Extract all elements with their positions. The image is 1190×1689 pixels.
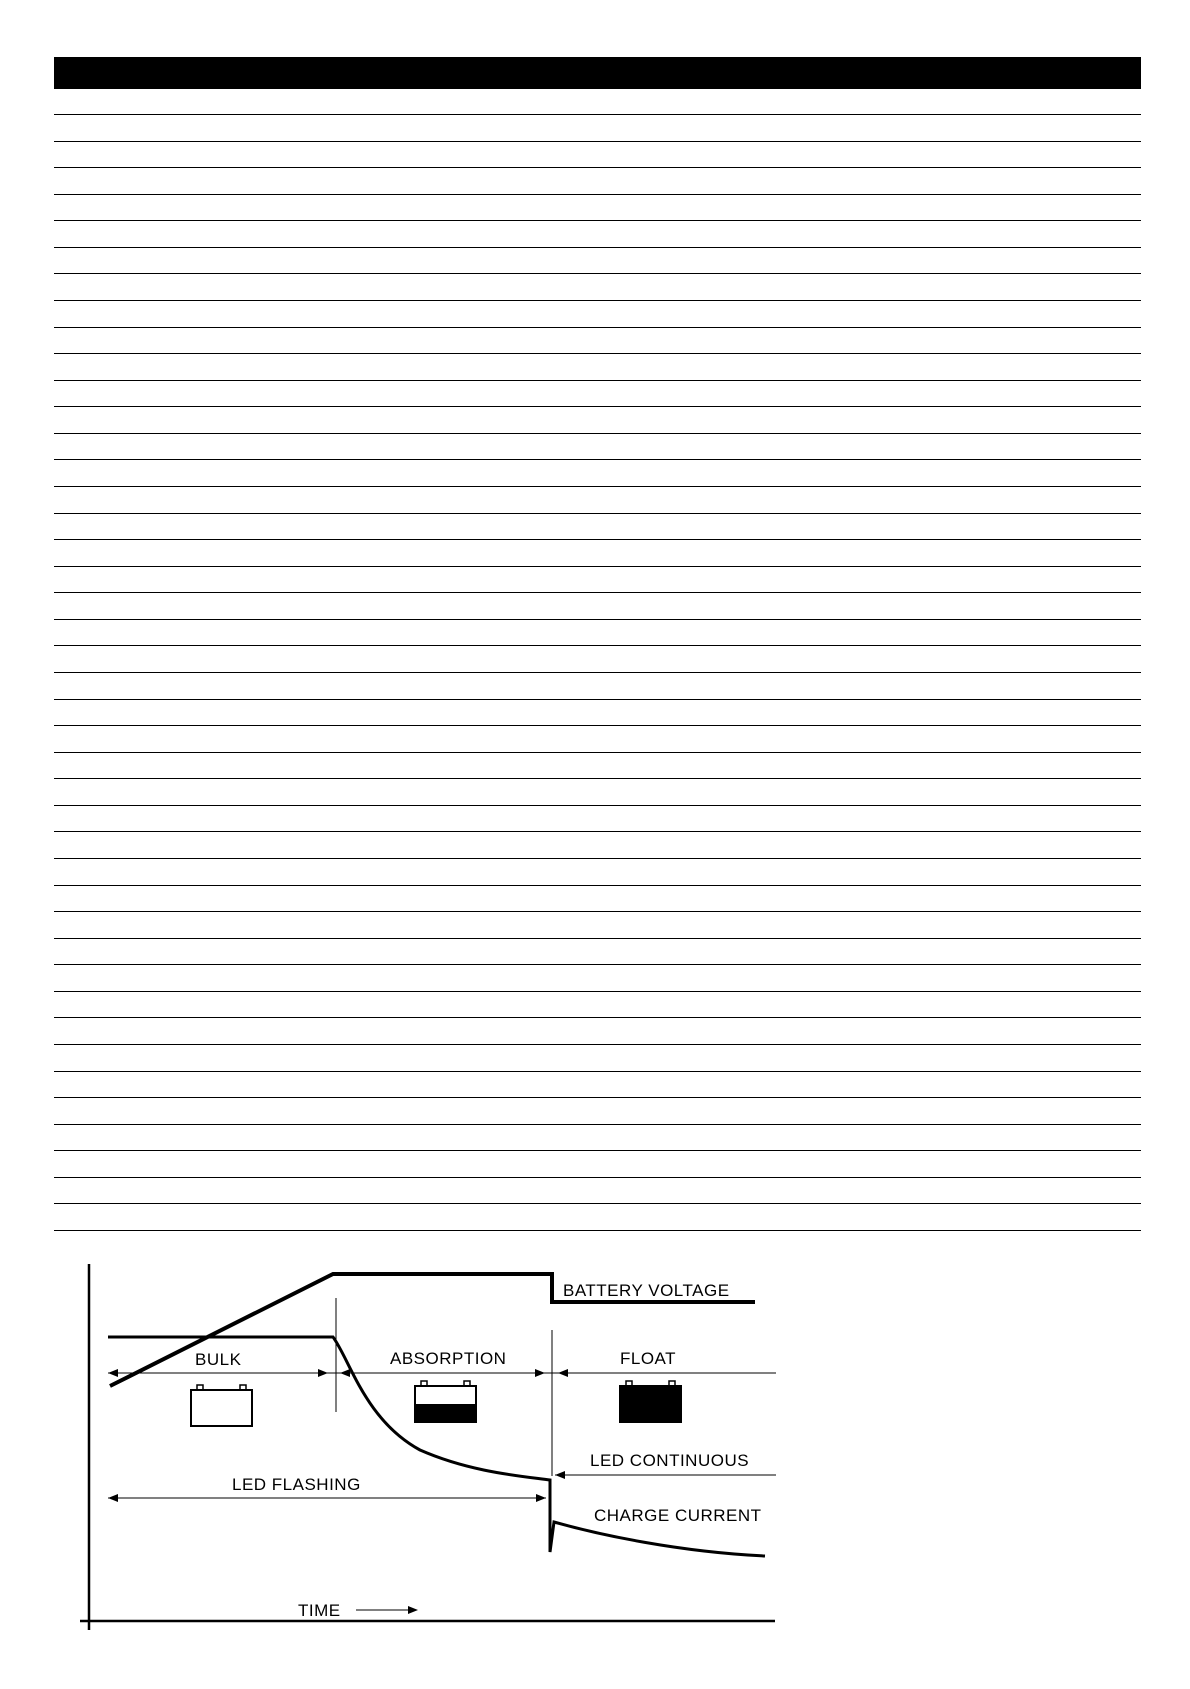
ruled-line: [54, 911, 1141, 912]
ruled-line: [54, 672, 1141, 673]
arrow-head: [558, 1369, 568, 1377]
ruled-line: [54, 220, 1141, 221]
ruled-line: [54, 1097, 1141, 1098]
ruled-line: [54, 938, 1141, 939]
ruled-line: [54, 247, 1141, 248]
ruled-line: [54, 1203, 1141, 1204]
ruled-line: [54, 991, 1141, 992]
ruled-line: [54, 167, 1141, 168]
arrow-head: [555, 1471, 565, 1479]
ruled-line: [54, 486, 1141, 487]
ruled-line: [54, 433, 1141, 434]
battery-full-icon: [620, 1381, 681, 1422]
ruled-line: [54, 1177, 1141, 1178]
ruled-line: [54, 327, 1141, 328]
ruled-line: [54, 778, 1141, 779]
ruled-line: [54, 380, 1141, 381]
ruled-line: [54, 273, 1141, 274]
ruled-line: [54, 964, 1141, 965]
ruled-line: [54, 645, 1141, 646]
ruled-line: [54, 619, 1141, 620]
ruled-line: [54, 752, 1141, 753]
ruled-line: [54, 831, 1141, 832]
ruled-line: [54, 114, 1141, 115]
ruled-line: [54, 141, 1141, 142]
float-label: FLOAT: [620, 1349, 677, 1368]
ruled-line: [54, 406, 1141, 407]
ruled-line: [54, 194, 1141, 195]
ruled-line: [54, 300, 1141, 301]
ruled-line: [54, 805, 1141, 806]
ruled-line: [54, 858, 1141, 859]
charging-diagram: [0, 1240, 1190, 1684]
ruled-line: [54, 513, 1141, 514]
ruled-line: [54, 1044, 1141, 1045]
absorption-label: ABSORPTION: [390, 1349, 507, 1368]
ruled-line: [54, 699, 1141, 700]
time-label: TIME: [298, 1601, 341, 1620]
battery-empty-icon: [191, 1385, 252, 1426]
ruled-line: [54, 725, 1141, 726]
ruled-line: [54, 1124, 1141, 1125]
ruled-line: [54, 1071, 1141, 1072]
ruled-line: [54, 1017, 1141, 1018]
ruled-line: [54, 566, 1141, 567]
arrow-head: [108, 1369, 118, 1377]
arrow-head: [536, 1494, 546, 1502]
led-continuous-label: LED CONTINUOUS: [590, 1451, 750, 1470]
ruled-lines: [54, 0, 1141, 1240]
arrow-head: [318, 1369, 328, 1377]
arrow-head: [408, 1606, 418, 1614]
battery-voltage-label: BATTERY VOLTAGE: [563, 1281, 730, 1300]
ruled-line: [54, 539, 1141, 540]
bulk-label: BULK: [195, 1350, 242, 1369]
ruled-line: [54, 592, 1141, 593]
charge-current-label: CHARGE CURRENT: [594, 1506, 762, 1525]
arrow-head: [535, 1369, 545, 1377]
ruled-line: [54, 459, 1141, 460]
ruled-line: [54, 353, 1141, 354]
arrow-head: [340, 1369, 350, 1377]
battery-half-icon: [415, 1381, 476, 1422]
arrow-head: [108, 1494, 118, 1502]
ruled-line: [54, 885, 1141, 886]
ruled-line: [54, 1230, 1141, 1231]
led-flashing-label: LED FLASHING: [232, 1475, 361, 1494]
ruled-line: [54, 1150, 1141, 1151]
